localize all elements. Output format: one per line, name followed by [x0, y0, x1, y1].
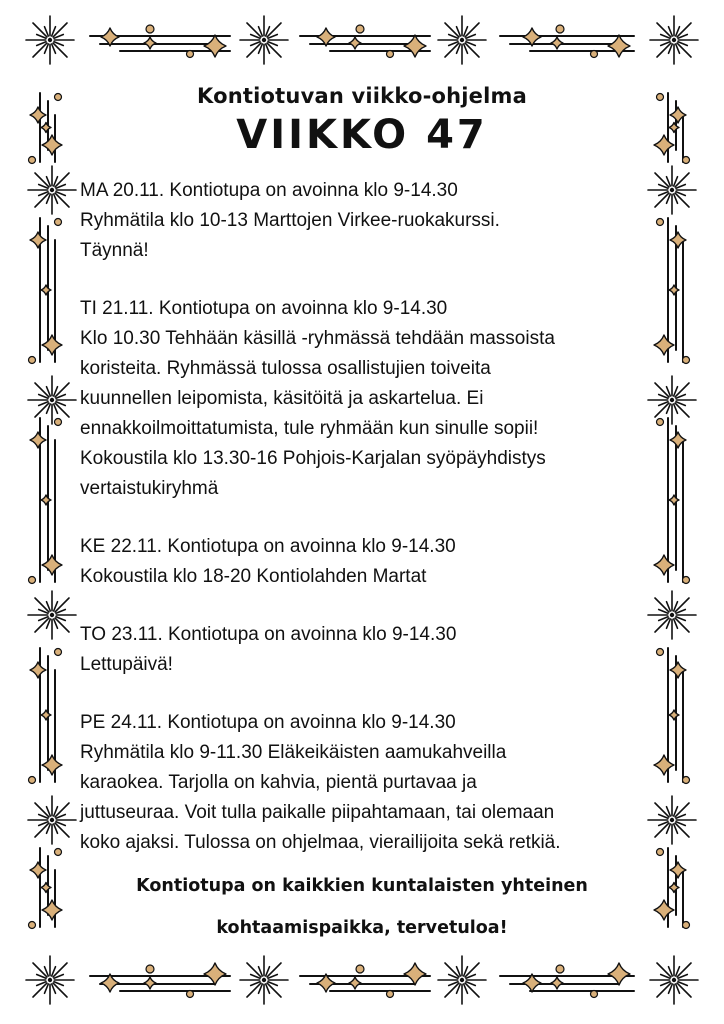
- gold-dot-icon: [683, 777, 690, 784]
- gold-dot-icon: [657, 219, 664, 226]
- starburst-ray-icon: [675, 803, 689, 817]
- starburst-ray-icon: [267, 43, 281, 57]
- starburst-ray-icon: [55, 803, 69, 817]
- starburst-ray-icon: [35, 823, 49, 837]
- starburst-ray-icon: [247, 43, 261, 57]
- gold-dot-icon: [29, 357, 36, 364]
- gold-dot-icon: [187, 51, 194, 58]
- day-tuesday: [80, 294, 655, 504]
- sparkle-star-icon: [349, 37, 361, 49]
- starburst-ray-icon: [55, 823, 69, 837]
- starburst-ray-icon: [677, 43, 691, 57]
- sparkle-star-icon: [42, 755, 62, 775]
- sparkle-star-icon: [30, 662, 46, 678]
- schedule-line: kuunnellen leipomista, käsitöitä ja askartelua. Ei: [80, 388, 484, 409]
- gold-dot-icon: [556, 965, 564, 973]
- starburst-ray-icon: [55, 383, 69, 397]
- gold-dot-icon: [387, 991, 394, 998]
- starburst-ray-icon: [267, 963, 281, 977]
- starburst-center-icon: [670, 398, 674, 402]
- sparkle-star-icon: [551, 37, 563, 49]
- starburst-ray-icon: [35, 803, 49, 817]
- starburst-ray-icon: [657, 963, 671, 977]
- sparkle-star-icon: [669, 710, 679, 720]
- schedule-line: koristeita. Ryhmässä tulossa osallistujien toiveita: [80, 358, 491, 379]
- gold-dot-icon: [356, 25, 364, 33]
- starburst-ray-icon: [445, 23, 459, 37]
- weekly-schedule: [80, 176, 655, 886]
- starburst-ray-icon: [247, 23, 261, 37]
- starburst-center-icon: [672, 38, 676, 42]
- starburst-ray-icon: [33, 43, 47, 57]
- schedule-line: KE 22.11. Kontiotupa on avoinna klo 9-14.30: [80, 536, 456, 557]
- starburst-ray-icon: [247, 963, 261, 977]
- gold-dot-icon: [683, 577, 690, 584]
- starburst-ray-icon: [655, 618, 669, 632]
- program-subtitle: Kontiotuvan viikko-ohjelma: [197, 84, 527, 108]
- sparkle-star-icon: [42, 335, 62, 355]
- starburst-center-icon: [50, 613, 54, 617]
- starburst-ray-icon: [677, 23, 691, 37]
- sparkle-star-icon: [669, 285, 679, 295]
- schedule-line: TO 23.11. Kontiotupa on avoinna klo 9-14.30: [80, 624, 457, 645]
- starburst-ray-icon: [655, 403, 669, 417]
- starburst-ray-icon: [55, 598, 69, 612]
- schedule-line: MA 20.11. Kontiotupa on avoinna klo 9-14.30: [80, 180, 458, 201]
- starburst-ray-icon: [655, 383, 669, 397]
- sparkle-star-icon: [654, 755, 674, 775]
- starburst-center-icon: [460, 978, 464, 982]
- starburst-ray-icon: [675, 598, 689, 612]
- gold-dot-icon: [146, 25, 154, 33]
- gold-dot-icon: [55, 419, 62, 426]
- schedule-line: Täynnä!: [80, 240, 149, 261]
- starburst-ray-icon: [445, 963, 459, 977]
- starburst-ray-icon: [35, 193, 49, 207]
- starburst-ray-icon: [655, 173, 669, 187]
- schedule-line: koko ajaksi. Tulossa on ohjelmaa, vierailijoita sekä retkiä.: [80, 832, 561, 853]
- starburst-ray-icon: [55, 193, 69, 207]
- sparkle-star-icon: [204, 963, 226, 985]
- day-monday: [80, 176, 655, 266]
- sparkle-star-icon: [349, 977, 361, 989]
- footer-message-line-2: kohtaamispaikka, tervetuloa!: [216, 918, 508, 938]
- sparkle-star-icon: [41, 710, 51, 720]
- gold-dot-icon: [591, 991, 598, 998]
- starburst-ray-icon: [445, 983, 459, 997]
- starburst-ray-icon: [657, 983, 671, 997]
- gold-dot-icon: [657, 649, 664, 656]
- sparkle-star-icon: [608, 35, 630, 57]
- starburst-ray-icon: [267, 983, 281, 997]
- starburst-ray-icon: [675, 193, 689, 207]
- sparkle-star-icon: [204, 35, 226, 57]
- starburst-center-icon: [50, 818, 54, 822]
- starburst-ray-icon: [655, 823, 669, 837]
- starburst-ray-icon: [675, 618, 689, 632]
- footer-message-line-1: Kontiotupa on kaikkien kuntalaisten yhteinen: [136, 876, 588, 896]
- sparkle-star-icon: [654, 555, 674, 575]
- starburst-ray-icon: [677, 983, 691, 997]
- schedule-line: Ryhmätila klo 9-11.30 Eläkeikäisten aamukahveilla: [80, 742, 507, 763]
- starburst-ray-icon: [53, 963, 67, 977]
- gold-dot-icon: [556, 25, 564, 33]
- starburst-ray-icon: [657, 43, 671, 57]
- gold-dot-icon: [657, 849, 664, 856]
- starburst-ray-icon: [465, 963, 479, 977]
- starburst-ray-icon: [55, 403, 69, 417]
- sparkle-star-icon: [144, 977, 156, 989]
- starburst-ray-icon: [675, 173, 689, 187]
- starburst-center-icon: [50, 188, 54, 192]
- sparkle-star-icon: [144, 37, 156, 49]
- schedule-line: Kokoustila klo 18-20 Kontiolahden Martat: [80, 566, 427, 587]
- starburst-ray-icon: [465, 23, 479, 37]
- sparkle-star-icon: [30, 232, 46, 248]
- sparkle-star-icon: [42, 555, 62, 575]
- starburst-ray-icon: [675, 403, 689, 417]
- starburst-ray-icon: [465, 43, 479, 57]
- starburst-center-icon: [48, 978, 52, 982]
- starburst-ray-icon: [465, 983, 479, 997]
- schedule-line: vertaistukiryhmä: [80, 478, 219, 499]
- starburst-ray-icon: [657, 23, 671, 37]
- starburst-ray-icon: [655, 803, 669, 817]
- sparkle-star-icon: [41, 495, 51, 505]
- gold-dot-icon: [29, 777, 36, 784]
- starburst-ray-icon: [445, 43, 459, 57]
- sparkle-star-icon: [669, 495, 679, 505]
- starburst-ray-icon: [35, 173, 49, 187]
- schedule-line: TI 21.11. Kontiotupa on avoinna klo 9-14.30: [80, 298, 448, 319]
- starburst-ray-icon: [677, 963, 691, 977]
- sparkle-star-icon: [654, 335, 674, 355]
- schedule-line: Ryhmätila klo 10-13 Marttojen Virkee-ruokakurssi.: [80, 210, 500, 231]
- starburst-ray-icon: [33, 23, 47, 37]
- schedule-line: Kokoustila klo 13.30-16 Pohjois-Karjalan syöpäyhdistys: [80, 448, 546, 469]
- schedule-line: Lettupäivä!: [80, 654, 173, 675]
- starburst-ray-icon: [53, 43, 67, 57]
- gold-dot-icon: [55, 849, 62, 856]
- starburst-center-icon: [460, 38, 464, 42]
- sparkle-star-icon: [551, 977, 563, 989]
- day-wednesday: [80, 532, 655, 592]
- gold-dot-icon: [683, 357, 690, 364]
- gold-dot-icon: [591, 51, 598, 58]
- starburst-ray-icon: [35, 618, 49, 632]
- starburst-ray-icon: [655, 193, 669, 207]
- starburst-center-icon: [48, 38, 52, 42]
- day-friday: [80, 708, 655, 858]
- schedule-line: karaokea. Tarjolla on kahvia, pientä purtavaa ja: [80, 772, 477, 793]
- sparkle-star-icon: [42, 900, 62, 920]
- gold-dot-icon: [146, 965, 154, 973]
- starburst-ray-icon: [33, 983, 47, 997]
- gold-dot-icon: [657, 419, 664, 426]
- gold-dot-icon: [55, 219, 62, 226]
- starburst-ray-icon: [35, 403, 49, 417]
- starburst-center-icon: [262, 38, 266, 42]
- starburst-center-icon: [670, 188, 674, 192]
- starburst-ray-icon: [35, 598, 49, 612]
- starburst-ray-icon: [675, 383, 689, 397]
- sparkle-star-icon: [404, 963, 426, 985]
- sparkle-star-icon: [608, 963, 630, 985]
- sparkle-star-icon: [654, 900, 674, 920]
- starburst-ray-icon: [675, 823, 689, 837]
- starburst-ray-icon: [35, 383, 49, 397]
- sparkle-star-icon: [41, 285, 51, 295]
- schedule-line: Klo 10.30 Tehhään käsillä -ryhmässä tehdään massoista: [80, 328, 555, 349]
- sparkle-star-icon: [404, 35, 426, 57]
- starburst-center-icon: [672, 978, 676, 982]
- gold-dot-icon: [29, 577, 36, 584]
- sparkle-star-icon: [30, 432, 46, 448]
- starburst-ray-icon: [33, 963, 47, 977]
- starburst-center-icon: [670, 613, 674, 617]
- starburst-ray-icon: [55, 618, 69, 632]
- week-title: VIIKKO 47: [236, 112, 488, 158]
- starburst-ray-icon: [655, 598, 669, 612]
- schedule-line: ennakkoilmoittatumista, tule ryhmään kun sinulle sopii!: [80, 418, 539, 439]
- starburst-ray-icon: [53, 983, 67, 997]
- day-thursday: [80, 620, 655, 680]
- starburst-ray-icon: [55, 173, 69, 187]
- starburst-ray-icon: [247, 983, 261, 997]
- starburst-center-icon: [50, 398, 54, 402]
- gold-dot-icon: [356, 965, 364, 973]
- starburst-center-icon: [670, 818, 674, 822]
- starburst-center-icon: [262, 978, 266, 982]
- schedule-line: juttuseuraa. Voit tulla paikalle piipahtamaan, tai olemaan: [80, 802, 555, 823]
- starburst-ray-icon: [267, 23, 281, 37]
- schedule-line: PE 24.11. Kontiotupa on avoinna klo 9-14.30: [80, 712, 456, 733]
- gold-dot-icon: [55, 649, 62, 656]
- starburst-ray-icon: [53, 23, 67, 37]
- gold-dot-icon: [387, 51, 394, 58]
- gold-dot-icon: [187, 991, 194, 998]
